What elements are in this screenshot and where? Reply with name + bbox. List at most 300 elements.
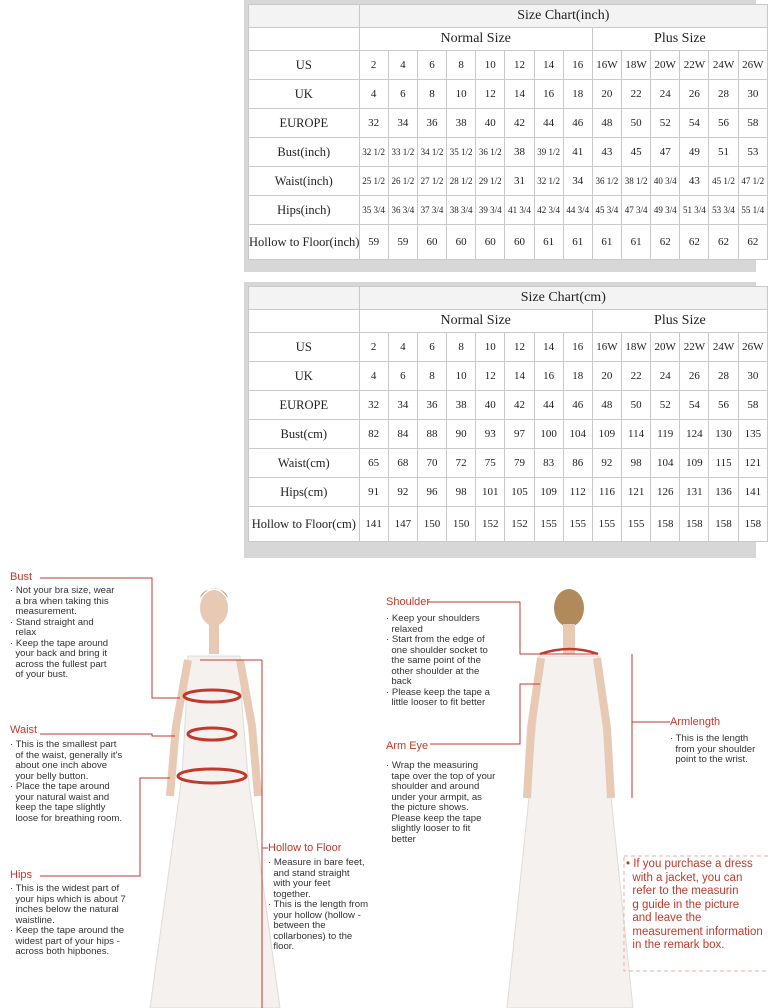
- cm-table-cell: 136: [709, 478, 738, 507]
- hollow-line: and stand straight: [268, 867, 350, 879]
- inch-table-cell: 4: [359, 80, 388, 109]
- cm-table-cell: 98: [622, 449, 651, 478]
- cm-table-cell: 44: [534, 391, 563, 420]
- inch-table-cell: 53 3/4: [709, 196, 738, 225]
- inch-table-cell: 46: [563, 109, 592, 138]
- shoulder-line: the same point of the: [386, 655, 481, 666]
- inch-table-cell: 45: [622, 138, 651, 167]
- armlength-instructions: [670, 734, 755, 766]
- inch-table-row: [249, 51, 768, 80]
- inch-table-cell: 43: [592, 138, 621, 167]
- bust-line: of your bust.: [10, 669, 69, 680]
- inch-table-cell: 16W: [592, 51, 621, 80]
- cm-table-cell: 20: [592, 362, 621, 391]
- cm-table-cell: 86: [563, 449, 592, 478]
- inch-table-cell: 62: [680, 225, 709, 260]
- inch-table-cell: 26: [680, 80, 709, 109]
- bust-line: · Keep the tape around: [10, 637, 109, 649]
- cm-row-label: UK: [249, 362, 360, 391]
- inch-table-cell: 35 3/4: [359, 196, 388, 225]
- jacket-note-line: • If you purchase a dress: [626, 858, 753, 870]
- cm-table-cell: 6: [388, 362, 417, 391]
- cm-table-cell: 8: [447, 333, 476, 362]
- shoulder-line: · Start from the edge of: [386, 634, 485, 645]
- cm-table-cell: 119: [651, 420, 680, 449]
- cm-size-chart: [248, 286, 768, 542]
- cm-table-cell: 150: [417, 507, 446, 542]
- inch-table-cell: 59: [359, 225, 388, 260]
- arm-eye-line: under your armpit, as: [386, 791, 482, 803]
- cm-row-label: US: [249, 333, 360, 362]
- cm-table-cell: 79: [505, 449, 534, 478]
- cm-table-cell: 155: [534, 507, 563, 542]
- arm-eye-line: Please keep the tape: [386, 812, 482, 824]
- waist-line: · This is the smallest part: [10, 739, 117, 750]
- cm-table-cell: 14: [505, 362, 534, 391]
- cm-table-cell: 92: [388, 478, 417, 507]
- bust-line: · Not your bra size, wear: [10, 585, 115, 596]
- arm-eye-line: shoulder and around: [386, 781, 480, 792]
- cm-table-cell: 30: [738, 362, 767, 391]
- inch-table-cell: 48: [592, 109, 621, 138]
- cm-table-cell: 16: [534, 362, 563, 391]
- jacket-note-line: measurement information: [626, 925, 763, 938]
- jacket-note-line: refer to the measurin: [626, 885, 739, 897]
- cm-table-cell: 16W: [592, 333, 621, 362]
- hips-heading: Hips: [10, 869, 33, 881]
- inch-table-cell: 29 1/2: [476, 167, 505, 196]
- inch-table-cell: 14: [534, 51, 563, 80]
- hips-line: waistline.: [10, 914, 55, 926]
- inch-table-cell: 26 1/2: [388, 167, 417, 196]
- hollow-heading: Hollow to Floor: [268, 842, 342, 854]
- inch-table-cell: 22: [622, 80, 651, 109]
- inch-table-cell: 45 3/4: [592, 196, 621, 225]
- inch-table-cell: 18: [563, 80, 592, 109]
- inch-table-cell: 12: [505, 51, 534, 80]
- hips-line: across both hipbones.: [10, 946, 110, 957]
- cm-table-cell: 48: [592, 391, 621, 420]
- cm-table-cell: 14: [534, 333, 563, 362]
- cm-table-cell: 4: [388, 333, 417, 362]
- cm-table-cell: 26W: [738, 333, 767, 362]
- shoulder-line: one shoulder socket to: [386, 644, 488, 656]
- cm-table-cell: 93: [476, 420, 505, 449]
- inch-table-cell: 36 1/2: [476, 138, 505, 167]
- cm-table-cell: 22W: [680, 333, 709, 362]
- inch-table-cell: 50: [622, 109, 651, 138]
- shoulder-line: · Please keep the tape a: [386, 686, 491, 698]
- cm-table-cell: 109: [680, 449, 709, 478]
- cm-table-cell: 152: [505, 507, 534, 542]
- inch-table-cell: 39 3/4: [476, 196, 505, 225]
- cm-table-cell: 112: [563, 478, 592, 507]
- waist-line: keep the tape slightly: [10, 802, 106, 813]
- waist-line: your belly button.: [10, 770, 89, 782]
- inch-table-cell: 30: [738, 80, 767, 109]
- inch-size-chart: [248, 4, 768, 260]
- cm-table-cell: 96: [417, 478, 446, 507]
- cm-table-cell: 155: [563, 507, 592, 542]
- cm-row-label: EUROPE: [249, 391, 360, 420]
- inch-table-cell: 36 1/2: [592, 167, 621, 196]
- cm-table-cell: 131: [680, 478, 709, 507]
- inch-table-cell: 36: [417, 109, 446, 138]
- inch-row-label: Waist(inch): [249, 167, 360, 196]
- bust-line: · Stand straight and: [10, 616, 94, 628]
- inch-table-cell: 38: [505, 138, 534, 167]
- cm-table-cell: 50: [622, 391, 651, 420]
- inch-table-cell: 10: [447, 80, 476, 109]
- hips-line: widest part of your hips -: [10, 935, 120, 947]
- inch-table-cell: 22W: [680, 51, 709, 80]
- inch-table-cell: 38 1/2: [622, 167, 651, 196]
- waist-instructions: [10, 740, 122, 824]
- cm-table-cell: 104: [563, 420, 592, 449]
- inch-row-label: EUROPE: [249, 109, 360, 138]
- cm-table-cell: 124: [680, 420, 709, 449]
- cm-table-cell: 109: [592, 420, 621, 449]
- cm-table-cell: 34: [388, 391, 417, 420]
- shoulder-line: relaxed: [386, 623, 423, 635]
- cm-table-cell: 147: [388, 507, 417, 542]
- inch-table-cell: 40: [476, 109, 505, 138]
- cm-table-cell: 141: [738, 478, 767, 507]
- inch-table-cell: 47: [651, 138, 680, 167]
- hollow-instructions: [268, 858, 368, 953]
- inch-table-cell: 49: [680, 138, 709, 167]
- shoulder-heading: Shoulder: [386, 596, 431, 608]
- inch-table-cell: 6: [417, 51, 446, 80]
- inch-table-cell: 35 1/2: [447, 138, 476, 167]
- cm-table-row: [249, 333, 768, 362]
- shoulder-line: back: [386, 676, 412, 687]
- inch-table-cell: 34: [563, 167, 592, 196]
- inch-table-cell: 61: [563, 225, 592, 260]
- inch-table-cell: 8: [417, 80, 446, 109]
- inch-table-cell: 25 1/2: [359, 167, 388, 196]
- cm-table-cell: 88: [417, 420, 446, 449]
- cm-table-cell: 38: [447, 391, 476, 420]
- cm-table-row: [249, 391, 768, 420]
- cm-table-cell: 100: [534, 420, 563, 449]
- inch-table-cell: 55 1/4: [738, 196, 767, 225]
- arm-eye-heading: Arm Eye: [386, 740, 429, 752]
- inch-table-cell: 41: [563, 138, 592, 167]
- inch-table-cell: 24W: [709, 51, 738, 80]
- hollow-line: between the: [268, 920, 326, 931]
- cm-table-cell: 104: [651, 449, 680, 478]
- inch-table-cell: 10: [476, 51, 505, 80]
- cm-table-cell: 12: [476, 362, 505, 391]
- cm-table-cell: 97: [505, 420, 534, 449]
- inch-table-cell: 16: [534, 80, 563, 109]
- jacket-note-line: in the remark box.: [626, 939, 725, 951]
- inch-normal-size-label: Normal Size: [359, 28, 592, 51]
- inch-table-cell: 43: [680, 167, 709, 196]
- cm-table-cell: 28: [709, 362, 738, 391]
- inch-table-cell: 12: [476, 80, 505, 109]
- inch-table-cell: 62: [651, 225, 680, 260]
- inch-row-label: Hips(inch): [249, 196, 360, 225]
- cm-table-cell: 56: [709, 391, 738, 420]
- inch-table-cell: 8: [447, 51, 476, 80]
- cm-table-cell: 114: [622, 420, 651, 449]
- cm-row-label: Hollow to Floor(cm): [249, 507, 360, 542]
- inch-table-row: [249, 167, 768, 196]
- inch-plus-size-label: Plus Size: [592, 28, 767, 51]
- cm-table-cell: 8: [417, 362, 446, 391]
- inch-table-cell: 61: [592, 225, 621, 260]
- inch-table-cell: 51 3/4: [680, 196, 709, 225]
- measurement-guide: [0, 566, 763, 1008]
- inch-table-cell: 6: [388, 80, 417, 109]
- inch-table-cell: 60: [505, 225, 534, 260]
- hollow-line: together.: [268, 888, 311, 900]
- inch-table-cell: 33 1/2: [388, 138, 417, 167]
- inch-table-cell: 36 3/4: [388, 196, 417, 225]
- cm-table-cell: 68: [388, 449, 417, 478]
- cm-table-row: [249, 449, 768, 478]
- cm-table-cell: 22: [622, 362, 651, 391]
- hips-line: your hips which is about 7: [10, 893, 126, 905]
- cm-table-cell: 121: [622, 478, 651, 507]
- inch-table-cell: 38 3/4: [447, 196, 476, 225]
- inch-table-cell: 31: [505, 167, 534, 196]
- cm-table-cell: 18W: [622, 333, 651, 362]
- cm-table-cell: 83: [534, 449, 563, 478]
- inch-table-cell: 26W: [738, 51, 767, 80]
- inch-table-cell: 28: [709, 80, 738, 109]
- inch-table-cell: 41 3/4: [505, 196, 534, 225]
- cm-table-cell: 116: [592, 478, 621, 507]
- cm-table-cell: 82: [359, 420, 388, 449]
- hollow-line: · This is the length from: [268, 899, 369, 910]
- cm-table-cell: 65: [359, 449, 388, 478]
- inch-table-cell: 45 1/2: [709, 167, 738, 196]
- cm-table-cell: 105: [505, 478, 534, 507]
- cm-table-cell: 36: [417, 391, 446, 420]
- inch-table-cell: 24: [651, 80, 680, 109]
- armlength-line: from your shoulder: [670, 743, 756, 755]
- arm-eye-line: slightly looser to fit: [386, 823, 471, 834]
- waist-line: of the waist, generally it's: [10, 749, 123, 761]
- inch-table-cell: 53: [738, 138, 767, 167]
- hollow-line: collarbones) to the: [268, 930, 353, 942]
- cm-table-cell: 2: [359, 333, 388, 362]
- waist-line: loose for breathing room.: [10, 812, 122, 824]
- jacket-note-line: g guide in the picture: [626, 898, 740, 911]
- cm-table-cell: 126: [651, 478, 680, 507]
- bust-line: across the fullest part: [10, 658, 107, 670]
- shoulder-line: little looser to fit better: [386, 697, 486, 708]
- inch-table-cell: 32 1/2: [359, 138, 388, 167]
- bust-line: a bra when taking this: [10, 595, 109, 607]
- shoulder-line: other shoulder at the: [386, 665, 480, 677]
- cm-table-cell: 20W: [651, 333, 680, 362]
- inch-table-cell: 60: [447, 225, 476, 260]
- cm-table-cell: 141: [359, 507, 388, 542]
- cm-table-cell: 91: [359, 478, 388, 507]
- inch-table-cell: 32 1/2: [534, 167, 563, 196]
- shoulder-instructions: [386, 614, 490, 709]
- cm-table-cell: 84: [388, 420, 417, 449]
- inch-table-row: [249, 196, 768, 225]
- inch-table-cell: 44: [534, 109, 563, 138]
- cm-chart-title: Size Chart(cm): [359, 287, 767, 310]
- shoulder-line: · Keep your shoulders: [386, 613, 480, 624]
- cm-table-cell: 158: [709, 507, 738, 542]
- cm-table-cell: 158: [651, 507, 680, 542]
- inch-chart-title: Size Chart(inch): [359, 5, 767, 28]
- cm-table-row: [249, 362, 768, 391]
- bust-line: your back and bring it: [10, 648, 108, 659]
- cm-table-cell: 4: [359, 362, 388, 391]
- cm-table-cell: 54: [680, 391, 709, 420]
- cm-table-cell: 10: [476, 333, 505, 362]
- inch-table-cell: 18W: [622, 51, 651, 80]
- cm-table-cell: 12: [505, 333, 534, 362]
- hips-line: inches below the natural: [10, 904, 119, 915]
- inch-table-cell: 39 1/2: [534, 138, 563, 167]
- cm-table-cell: 90: [447, 420, 476, 449]
- inch-table-row: [249, 109, 768, 138]
- cm-row-label: Waist(cm): [249, 449, 360, 478]
- inch-table-row: [249, 138, 768, 167]
- inch-table-cell: 52: [651, 109, 680, 138]
- cm-table-cell: 52: [651, 391, 680, 420]
- inch-table-cell: 37 3/4: [417, 196, 446, 225]
- inch-row-label: Bust(inch): [249, 138, 360, 167]
- inch-table-cell: 34: [388, 109, 417, 138]
- inch-table-cell: 54: [680, 109, 709, 138]
- cm-table-cell: 155: [592, 507, 621, 542]
- inch-table: [248, 4, 768, 260]
- inch-row-label: Hollow to Floor(inch): [249, 225, 360, 260]
- waist-heading: Waist: [10, 724, 38, 736]
- arm-eye-line: tape over the top of your: [386, 770, 496, 782]
- cm-table-cell: 42: [505, 391, 534, 420]
- inch-table-cell: 47 3/4: [622, 196, 651, 225]
- hips-line: · Keep the tape around the: [10, 925, 125, 936]
- inch-table-cell: 14: [505, 80, 534, 109]
- arm-eye-instructions: [386, 761, 495, 845]
- inch-row-label: US: [249, 51, 360, 80]
- inch-table-cell: 34 1/2: [417, 138, 446, 167]
- inch-table-cell: 42 3/4: [534, 196, 563, 225]
- cm-table-cell: 92: [592, 449, 621, 478]
- jacket-note: [626, 858, 763, 953]
- inch-table-cell: 56: [709, 109, 738, 138]
- armlength-heading: Armlength: [670, 716, 721, 728]
- inch-table-cell: 51: [709, 138, 738, 167]
- inch-table-cell: 38: [447, 109, 476, 138]
- inch-table-cell: 47 1/2: [738, 167, 767, 196]
- inch-row-label: UK: [249, 80, 360, 109]
- inch-table-cell: 62: [709, 225, 738, 260]
- cm-table-cell: 75: [476, 449, 505, 478]
- cm-table-cell: 24W: [709, 333, 738, 362]
- cm-table-cell: 26: [680, 362, 709, 391]
- cm-table-cell: 152: [476, 507, 505, 542]
- hips-instructions: [10, 884, 126, 958]
- waist-line: · Place the tape around: [10, 781, 110, 792]
- inch-table-cell: 28 1/2: [447, 167, 476, 196]
- arm-eye-line: the picture shows.: [386, 802, 469, 813]
- cm-table-cell: 40: [476, 391, 505, 420]
- cm-table-cell: 130: [709, 420, 738, 449]
- inch-table-cell: 20: [592, 80, 621, 109]
- cm-table-cell: 46: [563, 391, 592, 420]
- cm-table-cell: 16: [563, 333, 592, 362]
- cm-table-cell: 115: [709, 449, 738, 478]
- cm-table-cell: 32: [359, 391, 388, 420]
- inch-table-cell: 60: [417, 225, 446, 260]
- cm-table-cell: 98: [447, 478, 476, 507]
- inch-table-cell: 44 3/4: [563, 196, 592, 225]
- cm-table-cell: 24: [651, 362, 680, 391]
- inch-table-cell: 16: [563, 51, 592, 80]
- waist-line: about one inch above: [10, 760, 108, 771]
- arm-eye-line: better: [386, 833, 416, 845]
- cm-plus-size-label: Plus Size: [592, 310, 767, 333]
- inch-table-cell: 20W: [651, 51, 680, 80]
- hollow-line: with your feet: [268, 878, 331, 889]
- bust-heading: Bust: [10, 571, 33, 583]
- bust-line: measurement.: [10, 606, 77, 617]
- inch-table-cell: 62: [738, 225, 767, 260]
- cm-table-cell: 109: [534, 478, 563, 507]
- hollow-line: · Measure in bare feet,: [268, 857, 365, 868]
- inch-table-cell: 60: [476, 225, 505, 260]
- jacket-note-line: and leave the: [626, 912, 702, 924]
- inch-table-cell: 32: [359, 109, 388, 138]
- inch-table-row: [249, 225, 768, 260]
- hips-line: · This is the widest part of: [10, 883, 120, 894]
- cm-table-row: [249, 478, 768, 507]
- armlength-line: point to the wrist.: [670, 754, 748, 765]
- cm-table-row: [249, 420, 768, 449]
- armlength-line: · This is the length: [670, 733, 749, 744]
- waist-line: your natural waist and: [10, 791, 110, 803]
- inch-table-cell: 40 3/4: [651, 167, 680, 196]
- bust-instructions: [10, 586, 115, 681]
- inch-table-cell: 61: [534, 225, 563, 260]
- cm-table-cell: 135: [738, 420, 767, 449]
- cm-table-row: [249, 507, 768, 542]
- cm-table-cell: 101: [476, 478, 505, 507]
- hollow-line: floor.: [268, 941, 295, 952]
- cm-table-cell: 10: [447, 362, 476, 391]
- cm-table-cell: 155: [622, 507, 651, 542]
- cm-table-cell: 58: [738, 391, 767, 420]
- jacket-note-line: with a jacket, you can: [626, 871, 743, 884]
- cm-row-label: Bust(cm): [249, 420, 360, 449]
- cm-table-cell: 158: [680, 507, 709, 542]
- cm-table-cell: 121: [738, 449, 767, 478]
- inch-table-cell: 27 1/2: [417, 167, 446, 196]
- cm-table-cell: 150: [447, 507, 476, 542]
- cm-row-label: Hips(cm): [249, 478, 360, 507]
- cm-normal-size-label: Normal Size: [359, 310, 592, 333]
- cm-table: [248, 286, 768, 542]
- cm-table-cell: 70: [417, 449, 446, 478]
- inch-table-cell: 2: [359, 51, 388, 80]
- cm-table-cell: 18: [563, 362, 592, 391]
- cm-table-cell: 158: [738, 507, 767, 542]
- inch-table-cell: 4: [388, 51, 417, 80]
- cm-table-cell: 6: [417, 333, 446, 362]
